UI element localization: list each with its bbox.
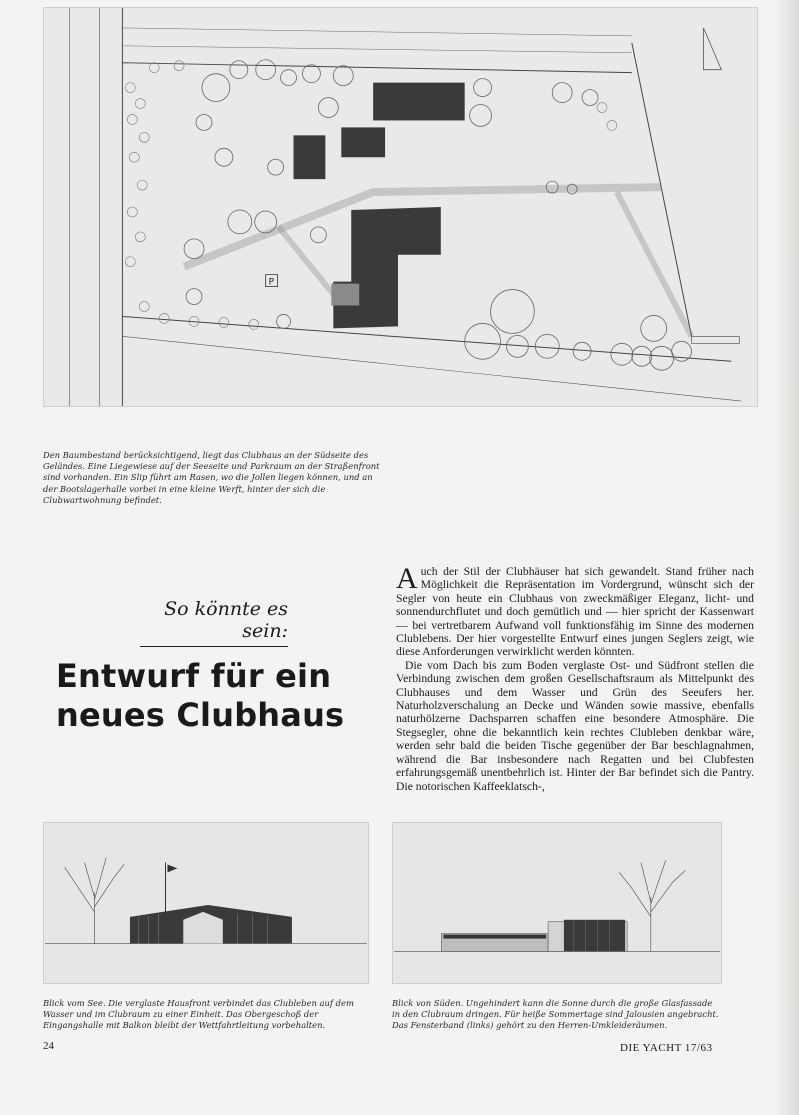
article-paragraph-2: Die vom Dach bis zum Boden verglaste Ost- und Südfront stellen die Verbindung zwischen dem großen Gesellschaftsraum als Mittelpunkt des Clubhauses und dem Wasser und Grün des Seeufers her. Naturholzverschalung an Decke und Wänden sowie massive, ebenfalls naturhölzerne Dachsparren schaffen eine besondere Atmosphäre. Die Stegsegler, ohne die bekanntlich kein rechtes Clubleben denkbar wäre, werden sehr bald die beiden Tische gegenüber der Bar beschlagnahmen, während die Bar insbesondere nach Regatten und bei Clubfesten erfahrungsgemäß unentbehrlich ist. Hinter der Bar befindet sich die Pantry. Die notorischen Kaffeeklatsch-, <box>396 658 754 793</box>
page-number: 24 <box>43 1040 54 1052</box>
elevation-south-drawing <box>393 823 721 983</box>
kicker: So könnte es sein: <box>140 598 288 647</box>
drop-cap: A <box>396 562 418 595</box>
page-edge-shadow <box>775 0 799 1115</box>
article-paragraph-1-text: uch der Stil der Clubhäuser hat sich gewandelt. Stand früher nach Möglichkeit die Repräsentation im Vordergrund, wünscht sich der Segler von heute ein Clubhaus von zweckmäßiger Eleganz, licht- und sonnendurchflutet und doch gemütlich und — hier spricht der Kassenwart — bei vertretbarem Aufwand voll funktionsfähig im Sinne des modernen Clublebens. Der hier vorgestellte Entwurf eines jungen Seglers zeigt, wie diese Anforderungen verwirklicht werden könnten. <box>396 565 754 659</box>
elevation-lake-image <box>43 822 369 984</box>
elevation-south-image <box>392 822 722 984</box>
lake-view-caption: Blick vom See. Die verglaste Hausfront verbindet das Clubleben auf dem Wasser und im Clubraum zu einer Einheit. Das Obergeschoß der Eingangshalle mit Balkon bleibt der Wettfahrtleitung vorbehalten. <box>43 998 354 1031</box>
article-paragraph-1 <box>396 562 754 659</box>
article-body <box>396 562 754 793</box>
site-plan-caption: Den Baumbestand berücksichtigend, liegt das Clubhaus an der Südseite des Geländes. Eine Liegewiese auf der Seeseite und Parkraum an der Straßenfront sind vorhanden. Ein Slip führt am Rasen, wo die Jollen liegen können, und an der Bootslagerhalle vorbei in eine kleine Werft, hinter der sich die Clubwartwohnung befindet. <box>43 450 380 505</box>
site-plan-image <box>43 7 758 407</box>
site-plan-drawing <box>44 8 757 406</box>
elevation-lake-drawing <box>44 823 368 983</box>
parking-label: P <box>268 277 275 288</box>
magazine-issue: DIE YACHT 17/63 <box>620 1042 713 1054</box>
south-view-caption: Blick von Süden. Ungehindert kann die Sonne durch die große Glasfassade in den Clubraum dringen. Für heiße Sommertage sind Jalousien angebracht. Das Fensterband (links) gehört zu den Herren-Umkleideräumen. <box>392 998 719 1031</box>
page-title: Entwurf für ein neues Clubhaus <box>56 657 345 734</box>
